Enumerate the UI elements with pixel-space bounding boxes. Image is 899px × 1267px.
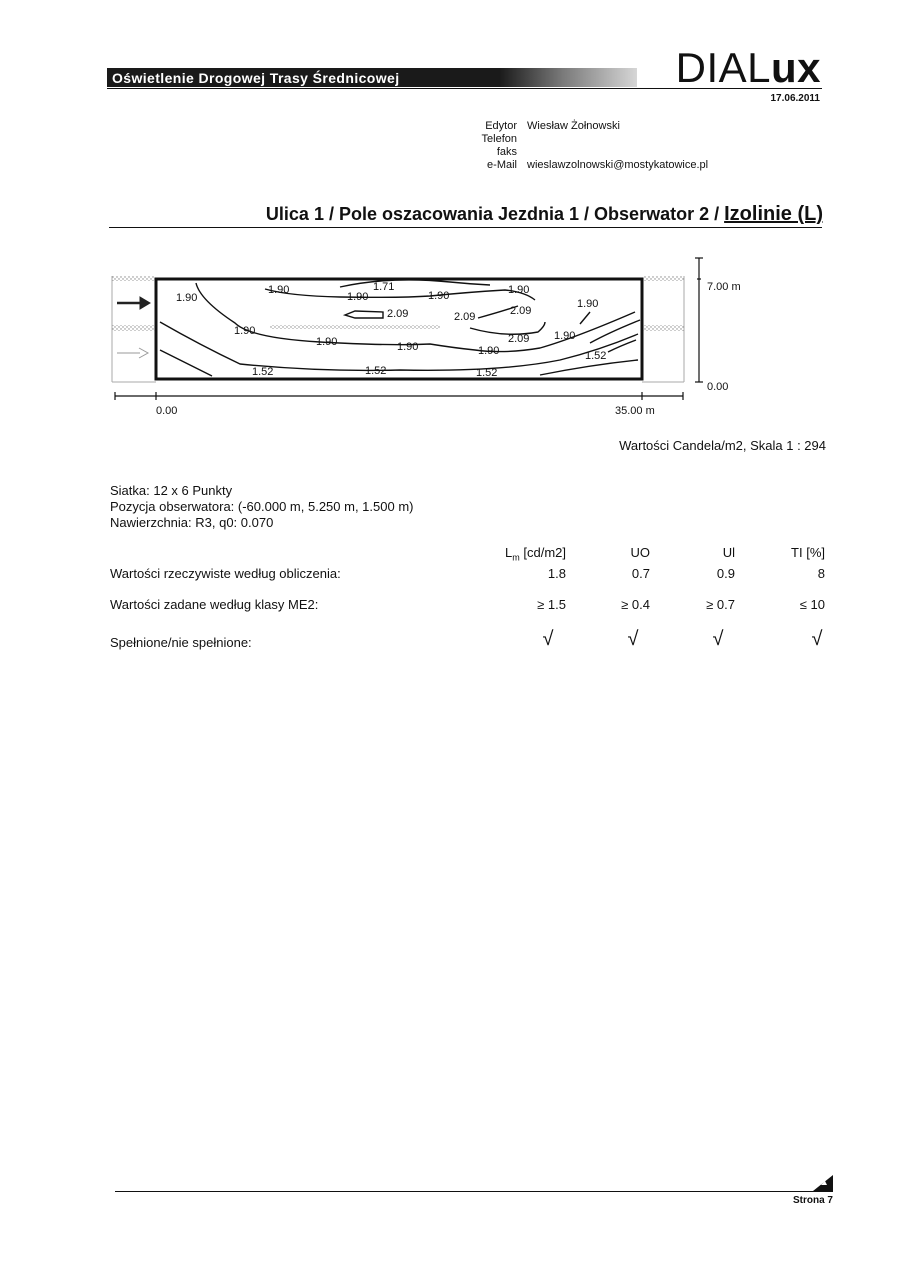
check-uo: √ — [627, 628, 639, 650]
isoline-label: 1.90 — [234, 325, 256, 337]
isoline-label: 1.90 — [268, 284, 290, 296]
isoline-label: 1.71 — [373, 281, 395, 293]
email-link[interactable]: wieslawzolnowski@mostykatowice.pl — [527, 159, 709, 171]
isoline-label: 1.90 — [428, 290, 450, 302]
isoline-label: 1.90 — [347, 291, 369, 303]
row-label-required: Wartości zadane według klasy ME2: — [110, 597, 319, 612]
logo-suffix: ux — [770, 44, 821, 91]
isoline-label: 2.09 — [510, 305, 532, 317]
contact-label: Edytor — [485, 120, 517, 132]
road-edge-top-right — [642, 276, 684, 281]
actual-ti: 8 — [817, 566, 825, 581]
isoline-label: 2.09 — [454, 311, 476, 323]
lane-divider-mid — [270, 325, 440, 329]
isoline — [345, 311, 383, 318]
section-title-main: Ulica 1 / Pole oszacowania Jezdnia 1 / Obserwator 2 / — [265, 204, 725, 224]
section-title-emphasis: Izolinie (L) — [724, 203, 823, 225]
isoline — [580, 312, 590, 324]
actual-uo: 0.7 — [631, 566, 650, 581]
arrow-icon — [117, 348, 148, 358]
isoline-label: 1.52 — [365, 365, 387, 377]
arrow-icon — [117, 297, 150, 309]
editor-name: Wiesław Żołnowski — [527, 120, 620, 132]
row-label-fulfilled: Spełnione/nie spełnione: — [110, 635, 252, 650]
report-date: 17.06.2011 — [770, 93, 820, 104]
banner-title: Oświetlenie Drogowej Trasy Średnicowej — [112, 70, 400, 86]
surface-info: Nawierzchnia: R3, q0: 0.070 — [110, 515, 274, 530]
check-ti: √ — [811, 628, 823, 650]
dimension-horizontal — [115, 392, 683, 400]
contact-label: Telefon — [481, 133, 517, 145]
required-ti: ≤ 10 — [799, 597, 825, 612]
actual-ul: 0.9 — [716, 566, 735, 581]
isoline — [608, 340, 636, 352]
required-lm: ≥ 1.5 — [537, 597, 566, 612]
check-lm: √ — [542, 628, 554, 650]
isoline-label: 2.09 — [508, 333, 530, 345]
grid-info: Siatka: 12 x 6 Punkty — [110, 483, 233, 498]
isoline-diagram — [0, 0, 899, 430]
isoline-label: 2.09 — [387, 308, 409, 320]
dimension-top-label: 7.00 m — [707, 281, 741, 293]
check-ul: √ — [712, 628, 724, 650]
dimension-end-label: 35.00 m — [615, 405, 655, 417]
header-lm: $L_m$ [cd/m2] — [505, 545, 566, 563]
isoline — [590, 320, 640, 343]
required-uo: ≥ 0.4 — [621, 597, 650, 612]
dimension-bottom-label: 0.00 — [707, 381, 729, 393]
lane-divider-right — [642, 325, 684, 331]
footer-divider — [115, 1191, 833, 1192]
isoline-label: 1.90 — [478, 345, 500, 357]
isoline-label: 1.90 — [176, 292, 198, 304]
calculation-info — [110, 483, 413, 531]
dimension-start-label: 0.00 — [156, 405, 178, 417]
isoline — [340, 280, 490, 287]
contact-label: e-Mail — [487, 159, 517, 171]
road-edge-top-left — [112, 276, 156, 281]
lane-divider-left — [112, 325, 156, 331]
isoline — [540, 360, 638, 375]
isoline-label: 1.90 — [316, 336, 338, 348]
dimension-vertical — [695, 258, 703, 382]
isoline-label: 1.52 — [585, 350, 607, 362]
isoline-label: 1.52 — [252, 366, 274, 378]
header-ti: TI [%] — [791, 545, 825, 560]
isoline-label: 1.90 — [577, 298, 599, 310]
isoline — [160, 350, 212, 376]
header-uo: UO — [630, 545, 650, 560]
logo-prefix: DIAL — [675, 44, 771, 91]
header-ul: Ul — [722, 545, 735, 560]
row-label-actual: Wartości rzeczywiste według obliczenia: — [110, 566, 341, 581]
scale-label: Wartości Candela/m2, Skala 1 : 294 — [619, 438, 826, 453]
isoline-label: 1.90 — [397, 341, 419, 353]
observer-position: Pozycja obserwatora: (-60.000 m, 5.250 m, 1.500 m) — [110, 499, 414, 514]
isoline-label: 1.90 — [554, 330, 576, 342]
page-corner-icon — [813, 1175, 833, 1191]
isoline-label: 1.52 — [476, 367, 498, 379]
contact-label: faks — [496, 146, 517, 158]
page-number: Strona 7 — [792, 1195, 833, 1206]
isoline — [265, 289, 535, 300]
isoline-label: 1.90 — [508, 284, 530, 296]
required-ul: ≥ 0.7 — [706, 597, 735, 612]
actual-lm: 1.8 — [547, 566, 566, 581]
